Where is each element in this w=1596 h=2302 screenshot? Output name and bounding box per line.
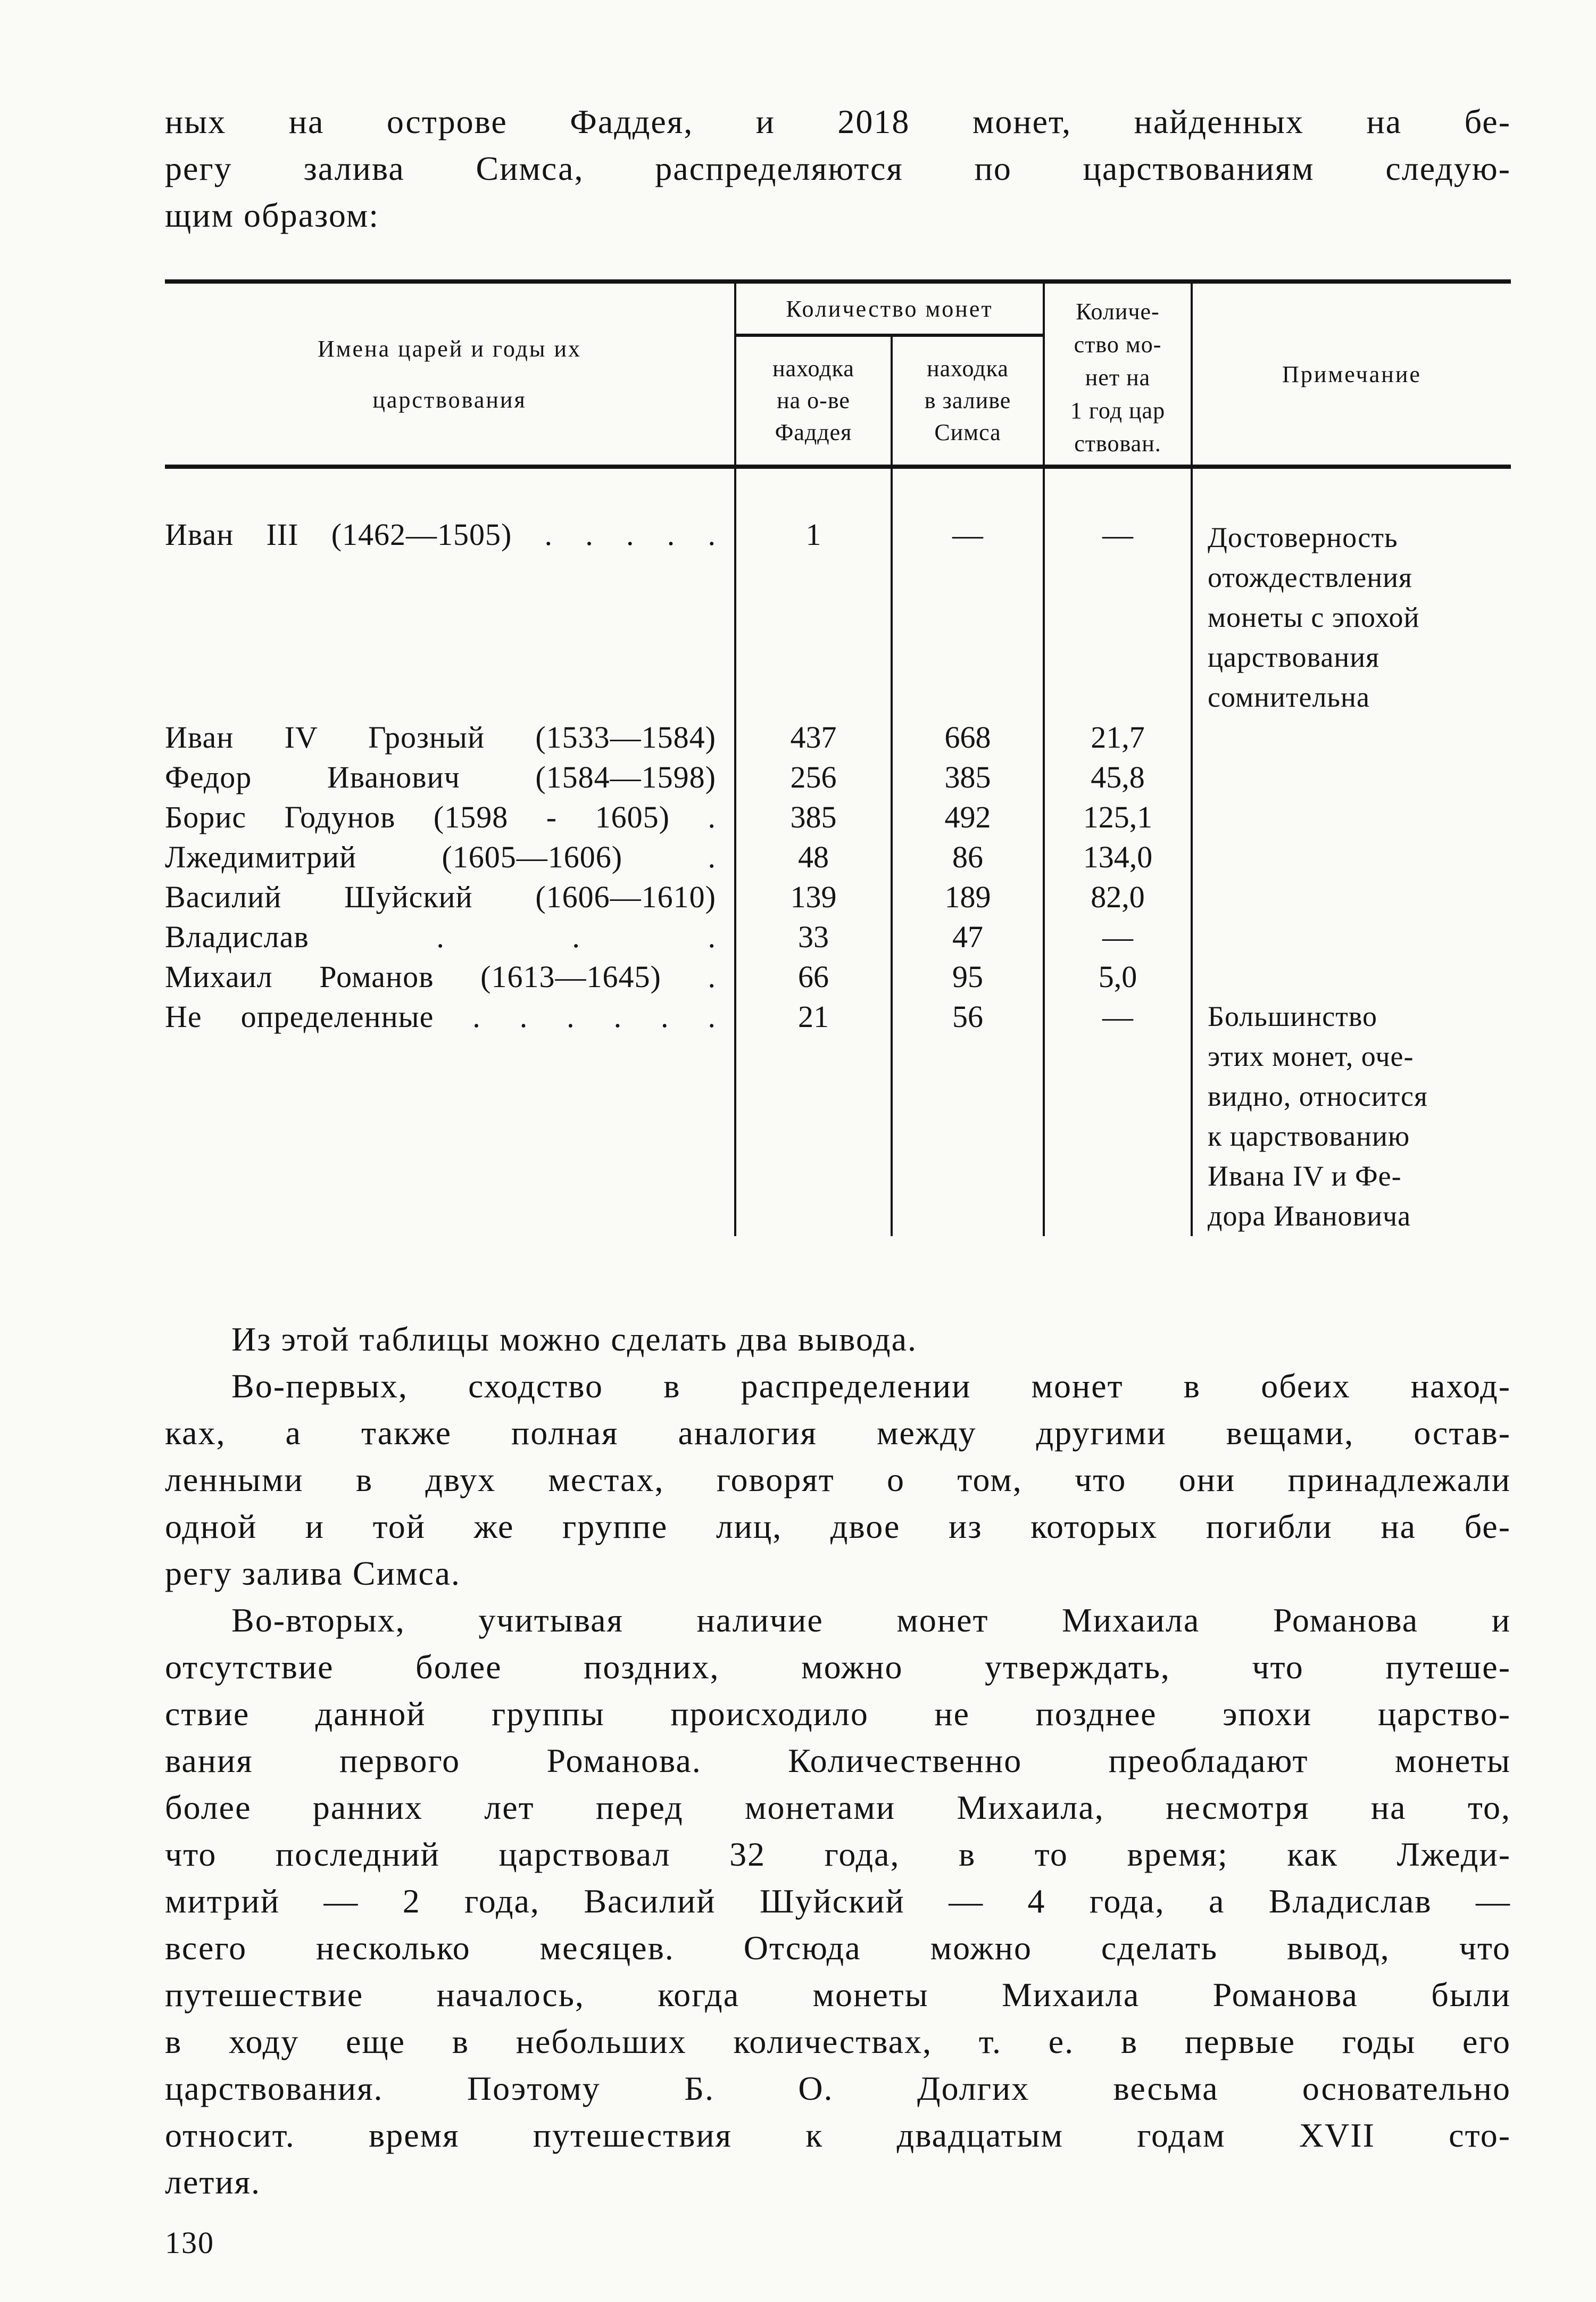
row-sims-count: 492 <box>891 797 1043 837</box>
remark-line: царствования <box>1208 641 1379 673</box>
text-line: митрий — 2 года, Василий Шуйский — 4 года, а Владислав — <box>165 1882 1511 1920</box>
header-remark-column: Примечание <box>1191 284 1511 465</box>
header-tsar-names-line2: царствования <box>372 386 527 413</box>
row-faddey-count: 139 <box>734 877 891 917</box>
row-tsar-name: Лжедимитрий (1605—1606) . <box>165 840 716 874</box>
row-tsar-name: Иван IV Грозный (1533—1584) <box>165 720 716 755</box>
header-per-year-line: нет на <box>1085 365 1151 391</box>
row-tsar-name: Михаил Романов (1613—1645) . <box>165 959 716 994</box>
text-line: регу залива Симса, распределяются по царствованиям следую- <box>165 150 1511 187</box>
row-tsar-name: Не определенные . . . . . . <box>165 999 716 1034</box>
row-tsar-name: Федор Иванович (1584—1598) <box>165 760 716 794</box>
text-line: отсутствие более поздних, можно утверждать, что путеше- <box>165 1648 1511 1686</box>
header-faddey-line: на о-ве <box>777 387 850 413</box>
text-line: всего несколько месяцев. Отсюда можно сделать вывод, что <box>165 1929 1511 1967</box>
text-line: летия. <box>165 2163 261 2201</box>
row-per-year-count: — <box>1043 469 1191 717</box>
row-tsar-name: Владислав . . . <box>165 920 716 954</box>
remark-line: Большинство <box>1208 1000 1377 1032</box>
header-sims-line: находка <box>927 355 1009 382</box>
row-remark <box>1191 797 1511 837</box>
header-per-year-line: 1 год цар <box>1070 398 1166 424</box>
text-line: царствования. Поэтому Б. О. Долгих весьма основательно <box>165 2069 1511 2107</box>
row-faddey-count: 1 <box>734 469 891 717</box>
text-line: ленными в двух местах, говорят о том, что они принадлежали <box>165 1461 1511 1498</box>
row-sims-count: 86 <box>891 837 1043 877</box>
row-per-year-count: — <box>1043 917 1191 957</box>
row-per-year-count: 82,0 <box>1043 877 1191 917</box>
remark-line: отождествления <box>1208 561 1412 593</box>
table-row <box>165 837 1511 877</box>
row-remark <box>1191 717 1511 757</box>
table-row <box>165 469 1511 717</box>
table-row <box>165 877 1511 917</box>
text-line: Во-вторых, учитывая наличие монет Михаила Романова и <box>231 1601 1511 1639</box>
header-sims-column <box>891 337 1043 465</box>
row-sims-count: 668 <box>891 717 1043 757</box>
text-line: в ходу еще в небольших количествах, т. е. в первые годы его <box>165 2023 1511 2060</box>
row-per-year-count: 5,0 <box>1043 957 1191 997</box>
table-body <box>165 469 1511 1236</box>
row-sims-count: 56 <box>891 997 1043 1236</box>
text-line: ных на острове Фаддея, и 2018 монет, найденных на бе- <box>165 103 1511 140</box>
row-per-year-count: 125,1 <box>1043 797 1191 837</box>
row-sims-count: 385 <box>891 757 1043 797</box>
text-line: более ранних лет перед монетами Михаила, несмотря на то, <box>165 1788 1511 1826</box>
row-per-year-count: 21,7 <box>1043 717 1191 757</box>
row-tsar-name: Василий Шуйский (1606—1610) <box>165 880 716 914</box>
row-sims-count: — <box>891 469 1043 717</box>
text-line: что последний царствовал 32 года, в то время; как Лжеди- <box>165 1835 1511 1873</box>
row-faddey-count: 256 <box>734 757 891 797</box>
header-sims-line: Симса <box>934 419 1001 445</box>
text-line: Во-первых, сходство в распределении монет в обеих наход- <box>231 1367 1511 1405</box>
header-coin-count-group: Количество монет <box>734 284 1043 337</box>
text-line: ках, а также полная аналогия между другими вещами, остав- <box>165 1414 1511 1452</box>
row-sims-count: 95 <box>891 957 1043 997</box>
row-faddey-count: 385 <box>734 797 891 837</box>
row-per-year-count: 134,0 <box>1043 837 1191 877</box>
header-sims-line: в заливе <box>924 387 1011 413</box>
text-line: путешествие началось, когда монеты Михаила Романова были <box>165 1976 1511 2014</box>
row-per-year-count: 45,8 <box>1043 757 1191 797</box>
remark-line: этих монет, оче- <box>1208 1040 1414 1072</box>
remark-line: монеты с эпохой <box>1208 601 1420 633</box>
row-remark <box>1191 469 1511 717</box>
text-line: Из этой таблицы можно сделать два вывода. <box>231 1320 917 1358</box>
row-per-year-count: — <box>1043 997 1191 1236</box>
table-row <box>165 957 1511 997</box>
header-per-year-line: ство мо- <box>1074 332 1162 358</box>
table-row <box>165 917 1511 957</box>
row-faddey-count: 21 <box>734 997 891 1236</box>
row-remark <box>1191 877 1511 917</box>
table-row <box>165 997 1511 1236</box>
row-sims-count: 47 <box>891 917 1043 957</box>
table-header <box>165 279 1511 469</box>
remark-line: дора Ивановича <box>1208 1200 1411 1232</box>
remark-line: к царствованию <box>1208 1120 1410 1152</box>
remark-line: Достоверность <box>1208 521 1398 553</box>
row-sims-count: 189 <box>891 877 1043 917</box>
scanned-book-page <box>165 0 1511 2260</box>
row-remark <box>1191 757 1511 797</box>
table-row <box>165 797 1511 837</box>
text-line: вания первого Романова. Количественно преобладают монеты <box>165 1742 1511 1779</box>
remark-line: сомнительна <box>1208 681 1370 713</box>
row-remark <box>1191 997 1511 1236</box>
row-tsar-name: Иван III (1462—1505) . . . . . <box>165 517 716 552</box>
text-line: щим образом: <box>165 196 379 234</box>
text-line: относит. время путешествия к двадцатым годам XVII сто- <box>165 2116 1511 2154</box>
row-faddey-count: 48 <box>734 837 891 877</box>
header-faddey-line: Фаддея <box>775 419 852 445</box>
row-faddey-count: 33 <box>734 917 891 957</box>
text-line: регу залива Симса. <box>165 1554 461 1592</box>
header-per-year-column <box>1043 284 1191 465</box>
row-tsar-name: Борис Годунов (1598 - 1605) . <box>165 800 716 834</box>
row-remark <box>1191 917 1511 957</box>
table-row <box>165 717 1511 757</box>
intro-paragraph <box>165 0 1511 239</box>
row-remark <box>1191 957 1511 997</box>
header-tsar-names-line1: Имена царей и годы их <box>317 335 582 362</box>
main-text <box>165 1316 1511 2206</box>
row-faddey-count: 437 <box>734 717 891 757</box>
coins-table <box>165 279 1511 1236</box>
header-per-year-line: ствован. <box>1074 430 1161 457</box>
row-faddey-count: 66 <box>734 957 891 997</box>
row-remark <box>1191 837 1511 877</box>
header-faddey-column <box>734 337 891 465</box>
header-faddey-line: находка <box>772 355 854 382</box>
remark-line: Ивана IV и Фе- <box>1208 1160 1402 1192</box>
page-number: 130 <box>165 2225 214 2260</box>
table-row <box>165 757 1511 797</box>
header-tsar-names-column <box>165 284 734 465</box>
remark-line: видно, относится <box>1208 1080 1428 1112</box>
text-line: одной и той же группе лиц, двое из которых погибли на бе- <box>165 1508 1511 1545</box>
header-per-year-line: Количе- <box>1076 299 1160 325</box>
text-line: ствие данной группы происходило не позднее эпохи царство- <box>165 1695 1511 1733</box>
